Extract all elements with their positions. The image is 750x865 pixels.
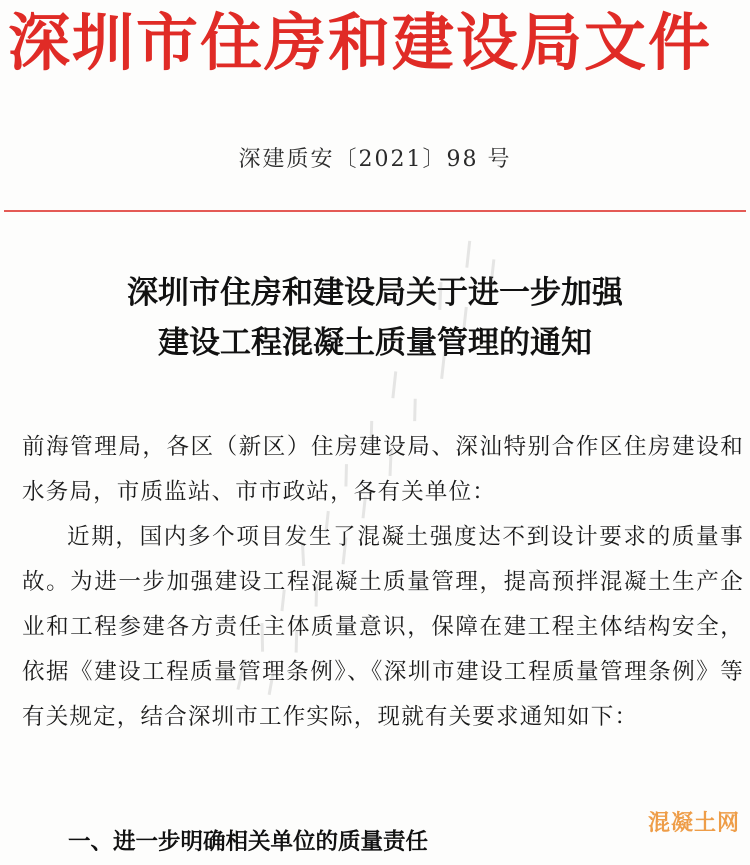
addressees-paragraph: 前海管理局，各区（新区）住房建设局、深汕特别合作区住房建设和水务局，市质监站、市市政站，各有关单位： — [22, 434, 744, 505]
notice-body — [22, 425, 744, 740]
site-watermark: 混凝土网 — [647, 811, 740, 836]
notice-title — [0, 268, 750, 368]
notice-title-line-1: 深圳市住房和建设局关于进一步加强 — [127, 275, 623, 311]
notice-title-line-2: 建设工程混凝土质量管理的通知 — [158, 325, 592, 361]
section-heading-1: 一、进一步明确相关单位的质量责任 — [68, 829, 429, 855]
issuer-header: 深圳市住房和建设局文件 — [8, 6, 713, 79]
red-divider-line — [4, 210, 746, 212]
body-paragraph-1: 近期，国内多个项目发生了混凝土强度达不到设计要求的质量事故。为进一步加强建设工程混凝土质量管理，提高预拌混凝土生产企业和工程参建各方责任主体质量意识，保障在建工程主体结构安全，依据《建设工程质量管理条例》、《深圳市建设工程质量管理条例》等有关规定，结合深圳市工作实际，现就有关要求通知如下： — [22, 524, 744, 730]
document-number: 深建质安〔2021〕98 号 — [238, 147, 512, 172]
